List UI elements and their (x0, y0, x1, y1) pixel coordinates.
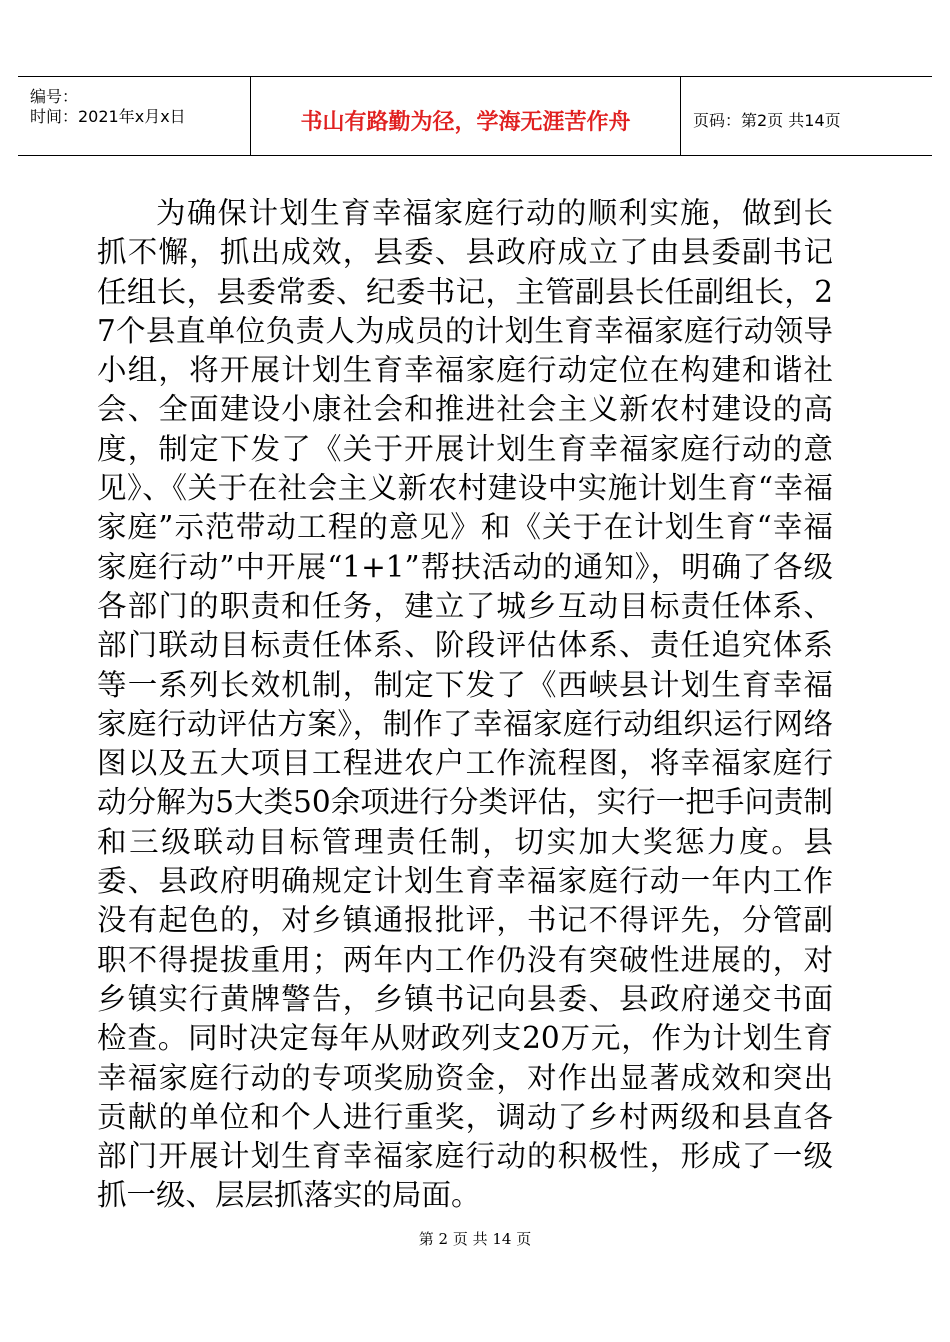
page-header (18, 76, 932, 156)
header-page-code: 页码：第2页 共14页 (693, 111, 841, 130)
document-number-label: 编号： (30, 87, 79, 106)
body-paragraph: 为确保计划生育幸福家庭行动的顺利实施，做到长抓不懈，抓出成效，县委、县政府成立了由县委副书记任组长，县委常委、纪委书记，主管副县长任副组长，27个县直单位负责人为成员的计划生育幸福家庭行动领导小组，将开展计划生育幸福家庭行动定位在构建和谐社会、全面建设小康社会和推进社会主义新农村建设的高度，制定下发了《关于开展计划生育幸福家庭行动的意见》、《关于在社会主义新农村建设中实施计划生育“幸福家庭”示范带动工程的意见》和《关于在计划生育“幸福家庭行动”中开展“1+1”帮扶活动的通知》，明确了各级各部门的职责和任务，建立了城乡互动目标责任体系、部门联动目标责任体系、阶段评估体系、责任追究体系等一系列长效机制，制定下发了《西峡县计划生育幸福家庭行动评估方案》，制作了幸福家庭行动组织运行网络图以及五大项目工程进农户工作流程图，将幸福家庭行动分解为5大类50余项进行分类评估，实行一把手问责制和三级联动目标管理责任制，切实加大奖惩力度。县委、县政府明确规定计划生育幸福家庭行动一年内工作没有起色的，对乡镇通报批评，书记不得评先，分管副职不得提拔重用；两年内工作仍没有突破性进展的，对乡镇实行黄牌警告，乡镇书记向县委、县政府递交书面检查。同时决定每年从财政列支20万元，作为计划生育幸福家庭行动的专项奖励资金，对作出显著成效和突出贡献的单位和个人进行重奖，调动了乡村两级和县直各部门开展计划生育幸福家庭行动的积极性，形成了一级抓一级、层层抓落实的局面。 (97, 196, 833, 1213)
document-time-label: 时间：2021年x月x日 (30, 107, 186, 126)
header-motto: 书山有路勤为径，学海无涯苦作舟 (300, 110, 631, 135)
header-motto-cell (251, 77, 681, 155)
header-page-cell (681, 77, 932, 155)
header-meta-cell (18, 77, 251, 155)
page-footer: 第 2 页 共 14 页 (418, 1230, 532, 1248)
